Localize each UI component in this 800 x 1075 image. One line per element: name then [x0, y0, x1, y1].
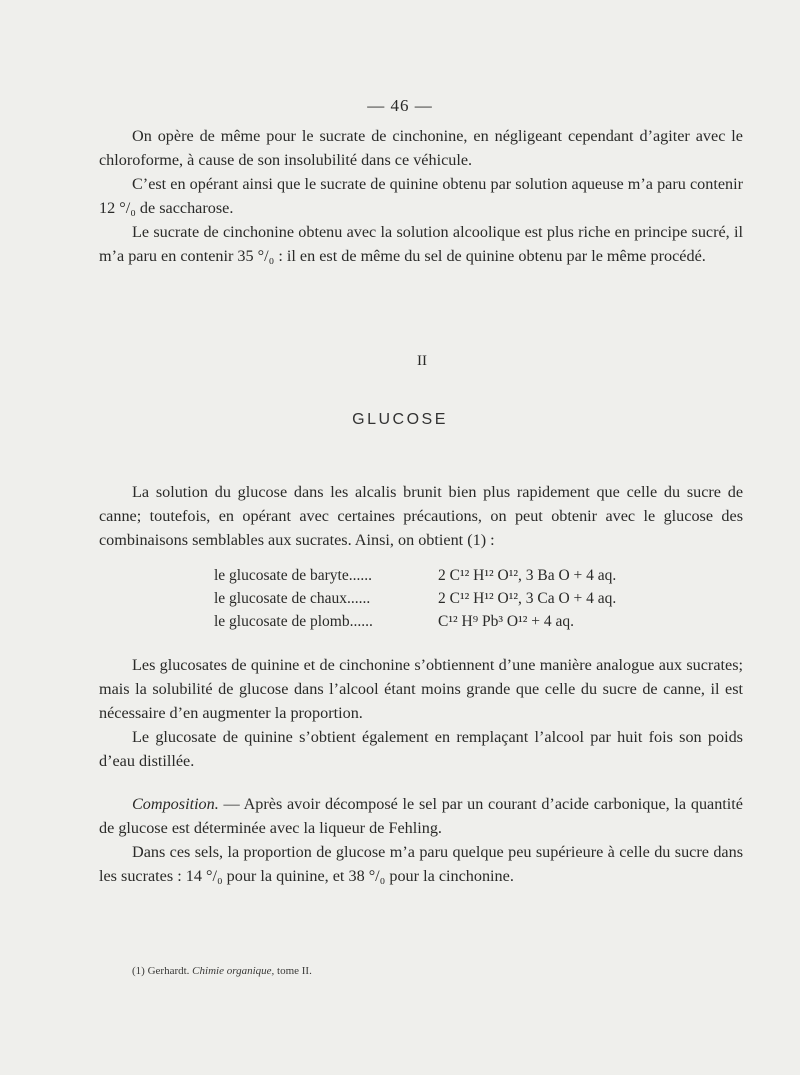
paragraph	[99, 792, 743, 840]
formula-value: C¹² H⁹ Pb³ O¹² + 4 aq.	[438, 613, 574, 630]
paragraph: La solution du glucose dans les alcalis brunit bien plus rapidement que celle du sucre de canne; toutefois, en opérant avec certaines précautions, on peut obtenir avec le glucose des combinaisons semblables aux sucrates. Ainsi, on obtient (1) :	[99, 483, 743, 549]
footnote-marker: (1) Gerhardt.	[132, 965, 190, 977]
formula-row	[214, 564, 694, 587]
composition-lead: Composition.	[132, 795, 219, 813]
paragraph: Les glucosates de quinine et de cinchonine s’obtiennent d’une manière analogue aux sucrates; mais la solubilité de glucose dans l’alcool étant moins grande que celle du sucre de canne, il est nécessaire d’en augmenter la proportion.	[99, 656, 743, 722]
formula-row	[214, 587, 694, 610]
formula-name: le glucosate de baryte......	[214, 567, 372, 584]
composition-text	[99, 792, 743, 888]
glucose-body-text	[99, 653, 743, 773]
page-number: — 46 —	[367, 96, 433, 115]
footnote	[132, 965, 312, 977]
formula-value: 2 C¹² H¹² O¹², 3 Ba O + 4 aq.	[438, 567, 617, 584]
paragraph: On opère de même pour le sucrate de cinchonine, en négligeant cependant d’agiter avec le chloroforme, à cause de son insolubilité dans ce véhicule.	[99, 127, 743, 169]
formula-name: le glucosate de chaux......	[214, 590, 371, 607]
paragraph: Le sucrate de cinchonine obtenu avec la solution alcoolique est plus riche en principe sucré, il m’a paru en contenir 35 °/₀ : il en est de même du sel de quinine obtenu par le même procédé.	[99, 223, 743, 265]
paragraph: Le glucosate de quinine s’obtient également en remplaçant l’alcool par huit fois son poids d’eau distillée.	[99, 728, 743, 770]
formula-name: le glucosate de plomb......	[214, 613, 373, 630]
composition-text: — Après avoir décomposé le sel par un courant d’acide carbonique, la quantité de glucose est déterminée avec la liqueur de Fehling.	[99, 795, 743, 837]
formula-row	[214, 610, 694, 633]
formula-value: 2 C¹² H¹² O¹², 3 Ca O + 4 aq.	[438, 590, 617, 607]
footnote-rest: tome II.	[277, 965, 312, 977]
section-title: GLUCOSE	[352, 411, 448, 428]
section-number: II	[417, 353, 427, 369]
paragraph: C’est en opérant ainsi que le sucrate de quinine obtenu par solution aqueuse m’a paru contenir 12 °/₀ de saccharose.	[99, 175, 743, 217]
formula-list	[214, 564, 694, 633]
glucose-intro-text	[99, 480, 743, 552]
footnote-title: Chimie organique,	[192, 965, 275, 977]
paragraph: Dans ces sels, la proportion de glucose m’a paru quelque peu supérieure à celle du sucre dans les sucrates : 14 °/₀ pour la quinine, et 38 °/₀ pour la cinchonine.	[99, 843, 743, 885]
intro-text	[99, 124, 743, 268]
